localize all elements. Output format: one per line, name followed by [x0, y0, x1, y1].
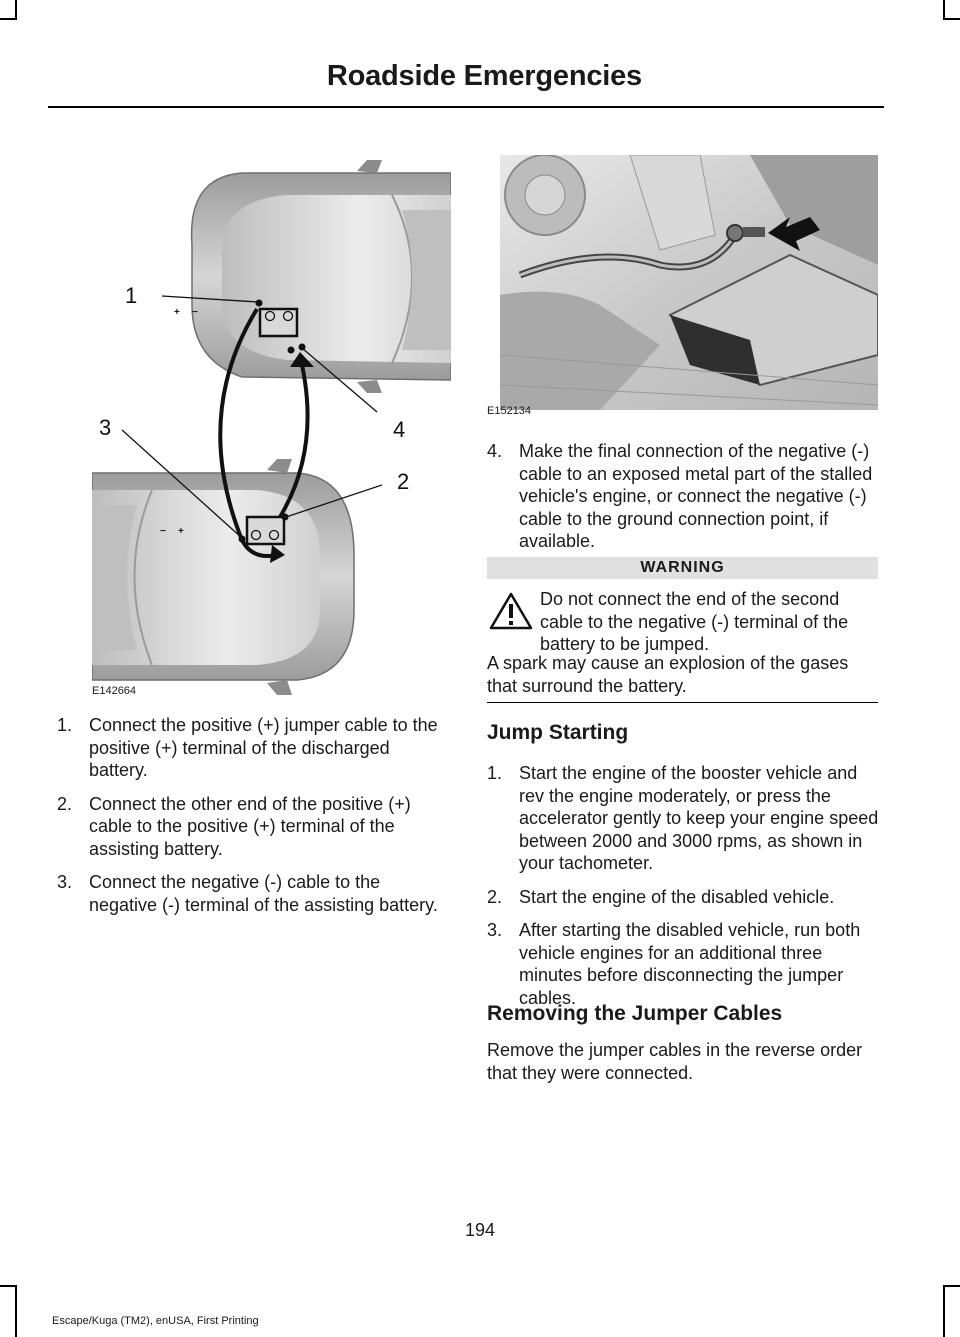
- figure-label-left: E142664: [92, 685, 137, 697]
- ground-point-photo: [500, 155, 878, 410]
- page-number: 194: [464, 1220, 496, 1240]
- battery-negative-symbol: −: [160, 526, 166, 537]
- crop-mark: [0, 18, 17, 20]
- removing-text: Remove the jumper cables in the reverse order that they were connected.: [487, 1040, 863, 1083]
- jumper-cable-diagram: [92, 155, 451, 698]
- list-item: [487, 762, 879, 875]
- step-number: 2.: [57, 793, 73, 814]
- callout-4: 4: [393, 417, 406, 442]
- battery-positive-symbol: +: [178, 526, 184, 537]
- step-text: Connect the negative (-) cable to the negative (-) terminal of the assisting battery.: [89, 872, 438, 915]
- left-step-list: [57, 714, 449, 927]
- crop-mark: [943, 1285, 945, 1337]
- callout-3: 3: [99, 415, 112, 440]
- warning-triangle-icon: [489, 592, 533, 630]
- crop-mark: [943, 0, 945, 20]
- list-item: [57, 793, 449, 861]
- callout-2: 2: [397, 469, 410, 494]
- warning-heading: WARNING: [487, 557, 878, 579]
- footer-text: Escape/Kuga (TM2), enUSA, First Printing: [52, 1315, 259, 1327]
- warning-text: Do not connect the end of the second cable to the negative (-) terminal of the battery to be jumped.: [540, 589, 849, 654]
- step-number: 1.: [487, 763, 503, 783]
- step-text: Connect the other end of the positive (+) cable to the positive (+) terminal of the assisting battery.: [89, 793, 411, 859]
- warning-text-continued: A spark may cause an explosion of the gases that surround the battery.: [487, 653, 849, 696]
- section-heading-removing: Removing the Jumper Cables: [487, 1002, 783, 1025]
- step-text: Start the engine of the disabled vehicle.: [519, 886, 835, 907]
- step-text: After starting the disabled vehicle, run both vehicle engines for an additional three minutes before disconnecting the jumper cables.: [519, 920, 861, 1008]
- engine-bay-illustration: [500, 155, 878, 410]
- header-rule: [48, 106, 884, 108]
- battery-positive-symbol: +: [174, 307, 180, 318]
- page-title: Roadside Emergencies: [326, 60, 642, 92]
- crop-mark: [943, 1285, 960, 1287]
- callout-1: 1: [125, 283, 138, 308]
- step-number: 4.: [487, 441, 503, 461]
- step-number: 2.: [487, 886, 503, 907]
- step-number: 3.: [57, 872, 73, 892]
- list-item: [487, 440, 879, 553]
- battery-negative-symbol: −: [192, 307, 198, 318]
- step-number: 3.: [487, 920, 503, 940]
- right-step-4: [487, 440, 879, 564]
- crop-mark: [0, 1285, 17, 1287]
- figure-label-right: E152134: [487, 405, 532, 417]
- list-item: [487, 886, 879, 909]
- jump-starting-steps: [487, 762, 879, 1020]
- list-item: [57, 871, 449, 916]
- list-item: [57, 714, 449, 782]
- section-heading-jump-starting: Jump Starting: [487, 721, 629, 744]
- warning-rule: [487, 702, 878, 703]
- crop-mark: [943, 18, 960, 20]
- crop-mark: [15, 1285, 17, 1337]
- step-text: Make the final connection of the negative (-) cable to an exposed metal part of the stalled vehicle's engine, or connect the negative (-) cable to the ground connection point, if available.: [519, 441, 873, 551]
- step-text: Start the engine of the booster vehicle and rev the engine moderately, or press the accelerator gently to keep your engine speed between 2000 and 3000 rpms, as shown in your tachometer.: [519, 763, 879, 873]
- list-item: [487, 919, 879, 1009]
- crop-mark: [15, 0, 17, 20]
- step-text: Connect the positive (+) jumper cable to the positive (+) terminal of the discharged battery.: [89, 715, 438, 780]
- step-number: 1.: [57, 715, 73, 735]
